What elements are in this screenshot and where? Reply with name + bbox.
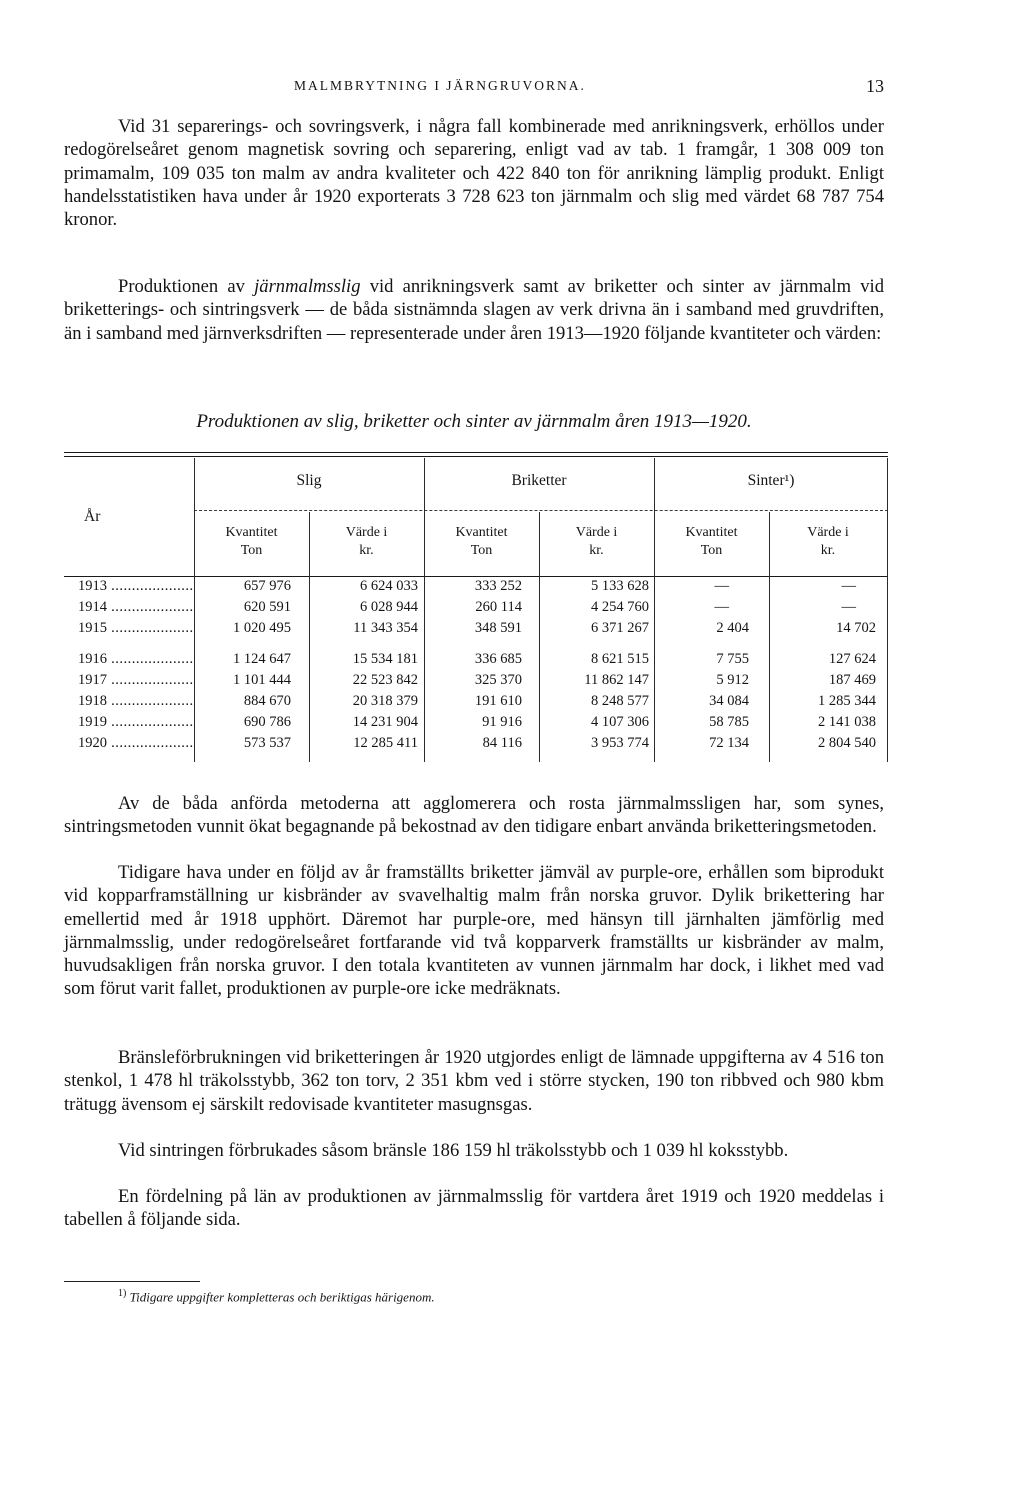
subheader-briketter-value bbox=[539, 524, 654, 560]
paragraph-fuel: Bränsleförbrukningen vid briketteringen år 1920 utgjordes enligt de lämnade uppgifterna av 4 516 ton stenkol, 1 478 hl träkolsstybb, 362 ton torv, 2 351 kbm ved i större stycken, 190 ton ribbved och 980 kbm trätugg ävensom ej särskilt redovisade kvantiteter masugnsgas. bbox=[64, 1047, 884, 1115]
paragraph-next-table: En fördelning på län av produktionen av järnmalmsslig för vartdera året 1919 och 1920 meddelas i tabellen å följande sida. bbox=[64, 1186, 884, 1231]
footnote-marker: 1) bbox=[118, 1288, 127, 1299]
subheader-varde: Värde i bbox=[575, 525, 618, 540]
cell-sint-v: 2 141 038 bbox=[818, 714, 876, 730]
row-year: 1914 ..... bbox=[78, 599, 194, 616]
cell-sint-q: 5 912 bbox=[716, 672, 749, 688]
table-right-border bbox=[887, 458, 888, 762]
subheader-kvantitet: Kvantitet bbox=[225, 525, 278, 540]
slig-briketter-divider bbox=[424, 458, 425, 762]
cell-brik-q: 91 916 bbox=[482, 714, 522, 730]
table-top-rule-double bbox=[64, 456, 888, 457]
subheader-slig-value bbox=[309, 524, 424, 560]
subheader-ton: Ton bbox=[700, 543, 723, 558]
cell-slig-v: 11 343 354 bbox=[353, 620, 418, 636]
cell-slig-v: 12 285 411 bbox=[353, 735, 418, 751]
cell-brik-v: 8 621 515 bbox=[591, 651, 649, 667]
subheader-slig-quantity bbox=[194, 524, 309, 560]
cell-sint-v: — bbox=[841, 578, 856, 594]
subheader-kvantitet: Kvantitet bbox=[685, 525, 738, 540]
subheader-kvantitet: Kvantitet bbox=[455, 525, 508, 540]
cell-brik-v: 4 107 306 bbox=[591, 714, 649, 730]
footnote-text: Tidigare uppgifter kompletteras och beriktigas härigenom. bbox=[129, 1289, 435, 1305]
cell-brik-v: 6 371 267 bbox=[591, 620, 649, 636]
briketter-sinter-divider bbox=[654, 458, 655, 762]
cell-sint-v: 2 804 540 bbox=[818, 735, 876, 751]
paragraph-production-text-a: Produktionen av bbox=[118, 276, 255, 297]
group-header-briketter: Briketter bbox=[511, 472, 567, 489]
paragraph-separation-stats: Vid 31 separerings- och sovringsverk, i några fall kombinerade med anrikningsverk, erhöllos under redogörelseåret genom magnetisk sovring och separering, enligt vad av tab. 1 framgår, 1 308 009 ton primamalm, 109 035 ton malm av andra kvaliteter och 422 840 ton för anrikning lämplig produkt. Enligt handelsstatistiken hava under år 1920 exporterats 3 728 623 ton järnmalm och slig med värdet 68 787 754 kronor. bbox=[64, 116, 884, 231]
cell-sint-q: 34 084 bbox=[709, 693, 749, 709]
table-caption: Produktionen av slig, briketter och sinter av järnmalm åren 1913—1920. bbox=[196, 411, 752, 432]
subheader-kr: kr. bbox=[820, 543, 836, 558]
production-table bbox=[64, 452, 888, 762]
cell-sint-q: 2 404 bbox=[716, 620, 749, 636]
running-head bbox=[64, 76, 884, 100]
cell-sint-v: 187 469 bbox=[828, 672, 876, 688]
header-bottom-rule bbox=[64, 576, 888, 577]
cell-slig-q: 620 591 bbox=[243, 599, 291, 615]
cell-sint-v: 127 624 bbox=[828, 651, 876, 667]
cell-sint-v: 1 285 344 bbox=[818, 693, 876, 709]
subheader-kr: kr. bbox=[359, 543, 374, 558]
cell-brik-v: 5 133 628 bbox=[591, 578, 649, 594]
subheader-varde: Värde i bbox=[345, 525, 388, 540]
cell-slig-q: 1 020 495 bbox=[233, 620, 291, 636]
row-year: 1919 ..... bbox=[78, 714, 194, 731]
cell-slig-q: 1 101 444 bbox=[233, 672, 291, 688]
cell-slig-q: 690 786 bbox=[243, 714, 291, 730]
row-year: 1915 ..... bbox=[78, 620, 194, 637]
group-header-sinter: Sinter¹) bbox=[747, 472, 795, 489]
paragraph-methods: Av de båda anförda metoderna att agglomerera och rosta järnmalmssligen har, som synes, sintringsmetoden vunnit ökat begagnande på bekostnad av den tidigare enbart använda briketteringsmetoden. bbox=[64, 793, 884, 838]
paragraph-production-intro bbox=[64, 275, 884, 345]
cell-sint-q: 58 785 bbox=[709, 714, 749, 730]
footnote bbox=[118, 1288, 435, 1305]
paragraph-production-term: järnmalmsslig bbox=[254, 276, 361, 297]
footnote-rule bbox=[64, 1281, 200, 1282]
subheader-ton: Ton bbox=[240, 543, 263, 558]
cell-brik-q: 348 591 bbox=[474, 620, 522, 636]
row-year: 1917 ..... bbox=[78, 672, 194, 689]
row-year: 1913 ..... bbox=[78, 578, 194, 595]
row-year: 1916 ..... bbox=[78, 651, 194, 668]
subheader-ton: Ton bbox=[470, 543, 493, 558]
group-divider-rule bbox=[194, 510, 888, 511]
group-header-slig: Slig bbox=[296, 472, 322, 489]
subheader-sinter-value bbox=[769, 524, 887, 560]
cell-brik-v: 11 862 147 bbox=[584, 672, 649, 688]
cell-sint-q: 7 755 bbox=[716, 651, 749, 667]
cell-sint-q: 72 134 bbox=[709, 735, 749, 751]
cell-slig-v: 6 028 944 bbox=[360, 599, 418, 615]
cell-brik-q: 333 252 bbox=[474, 578, 522, 594]
cell-slig-v: 20 318 379 bbox=[352, 693, 418, 709]
cell-brik-v: 8 248 577 bbox=[591, 693, 649, 709]
cell-slig-v: 22 523 842 bbox=[352, 672, 418, 688]
subheader-briketter-quantity bbox=[424, 524, 539, 560]
cell-brik-q: 336 685 bbox=[474, 651, 522, 667]
cell-brik-v: 3 953 774 bbox=[591, 735, 649, 751]
subheader-sinter-quantity bbox=[654, 524, 769, 560]
cell-slig-q: 1 124 647 bbox=[233, 651, 291, 667]
cell-sint-q: — bbox=[714, 599, 729, 615]
cell-sint-v: — bbox=[841, 599, 856, 615]
cell-slig-q: 884 670 bbox=[243, 693, 291, 709]
cell-brik-q: 260 114 bbox=[475, 599, 522, 615]
year-column-divider bbox=[194, 458, 195, 762]
row-year: 1918 ..... bbox=[78, 693, 194, 710]
row-year: 1920 ..... bbox=[78, 735, 194, 752]
cell-slig-v: 14 231 904 bbox=[352, 714, 418, 730]
cell-slig-v: 15 534 181 bbox=[352, 651, 418, 667]
paragraph-production-text-b: vid anrikningsverk samt av briketter och sinter av järnmalm vid briketterings- och sintringsverk — de båda sistnämnda slagen av verk drivna än i samband med gruvdriften, än i samband med järnverksdriften — representerade under åren 1913—1920 följande kvantiteter och värden: bbox=[64, 276, 884, 344]
cell-slig-q: 573 537 bbox=[243, 735, 291, 751]
running-title: MALMBRYTNING I JÄRNGRUVORNA. bbox=[294, 78, 586, 93]
paragraph-sintering-fuel: Vid sintringen förbrukades såsom bränsle 186 159 hl träkolsstybb och 1 039 hl koksstybb. bbox=[118, 1140, 789, 1161]
subheader-varde: Värde i bbox=[807, 525, 849, 540]
table-top-rule bbox=[64, 452, 888, 453]
page-number: 13 bbox=[866, 76, 884, 96]
subheader-kr: kr. bbox=[589, 543, 604, 558]
cell-brik-q: 325 370 bbox=[474, 672, 522, 688]
cell-slig-q: 657 976 bbox=[243, 578, 291, 594]
cell-slig-v: 6 624 033 bbox=[360, 578, 418, 594]
year-header: År bbox=[84, 508, 101, 525]
cell-sint-v: 14 702 bbox=[836, 620, 876, 636]
cell-brik-q: 84 116 bbox=[482, 735, 522, 751]
cell-brik-v: 4 254 760 bbox=[591, 599, 649, 615]
cell-brik-q: 191 610 bbox=[474, 693, 522, 709]
paragraph-purple-ore: Tidigare hava under en följd av år framställts briketter jämväl av purple-ore, erhållen som biprodukt vid kopparframställning ur kisbränder av svavelhaltig malm från norska gruvor. Dylik brikettering har emellertid med år 1918 upphört. Däremot har purple-ore, med hänsyn till järnhalten jämförlig med järnmalmsslig, under redogörelseåret fortfarande vid två kopparverk framställts ur kisbränder av malm, huvudsakligen från norska gruvor. I den totala kvantiteten av vunnen järnmalm har dock, i likhet med vad som förut varit fallet, produktionen av purple-ore icke medräknats. bbox=[64, 862, 884, 1000]
cell-sint-q: — bbox=[714, 578, 729, 594]
